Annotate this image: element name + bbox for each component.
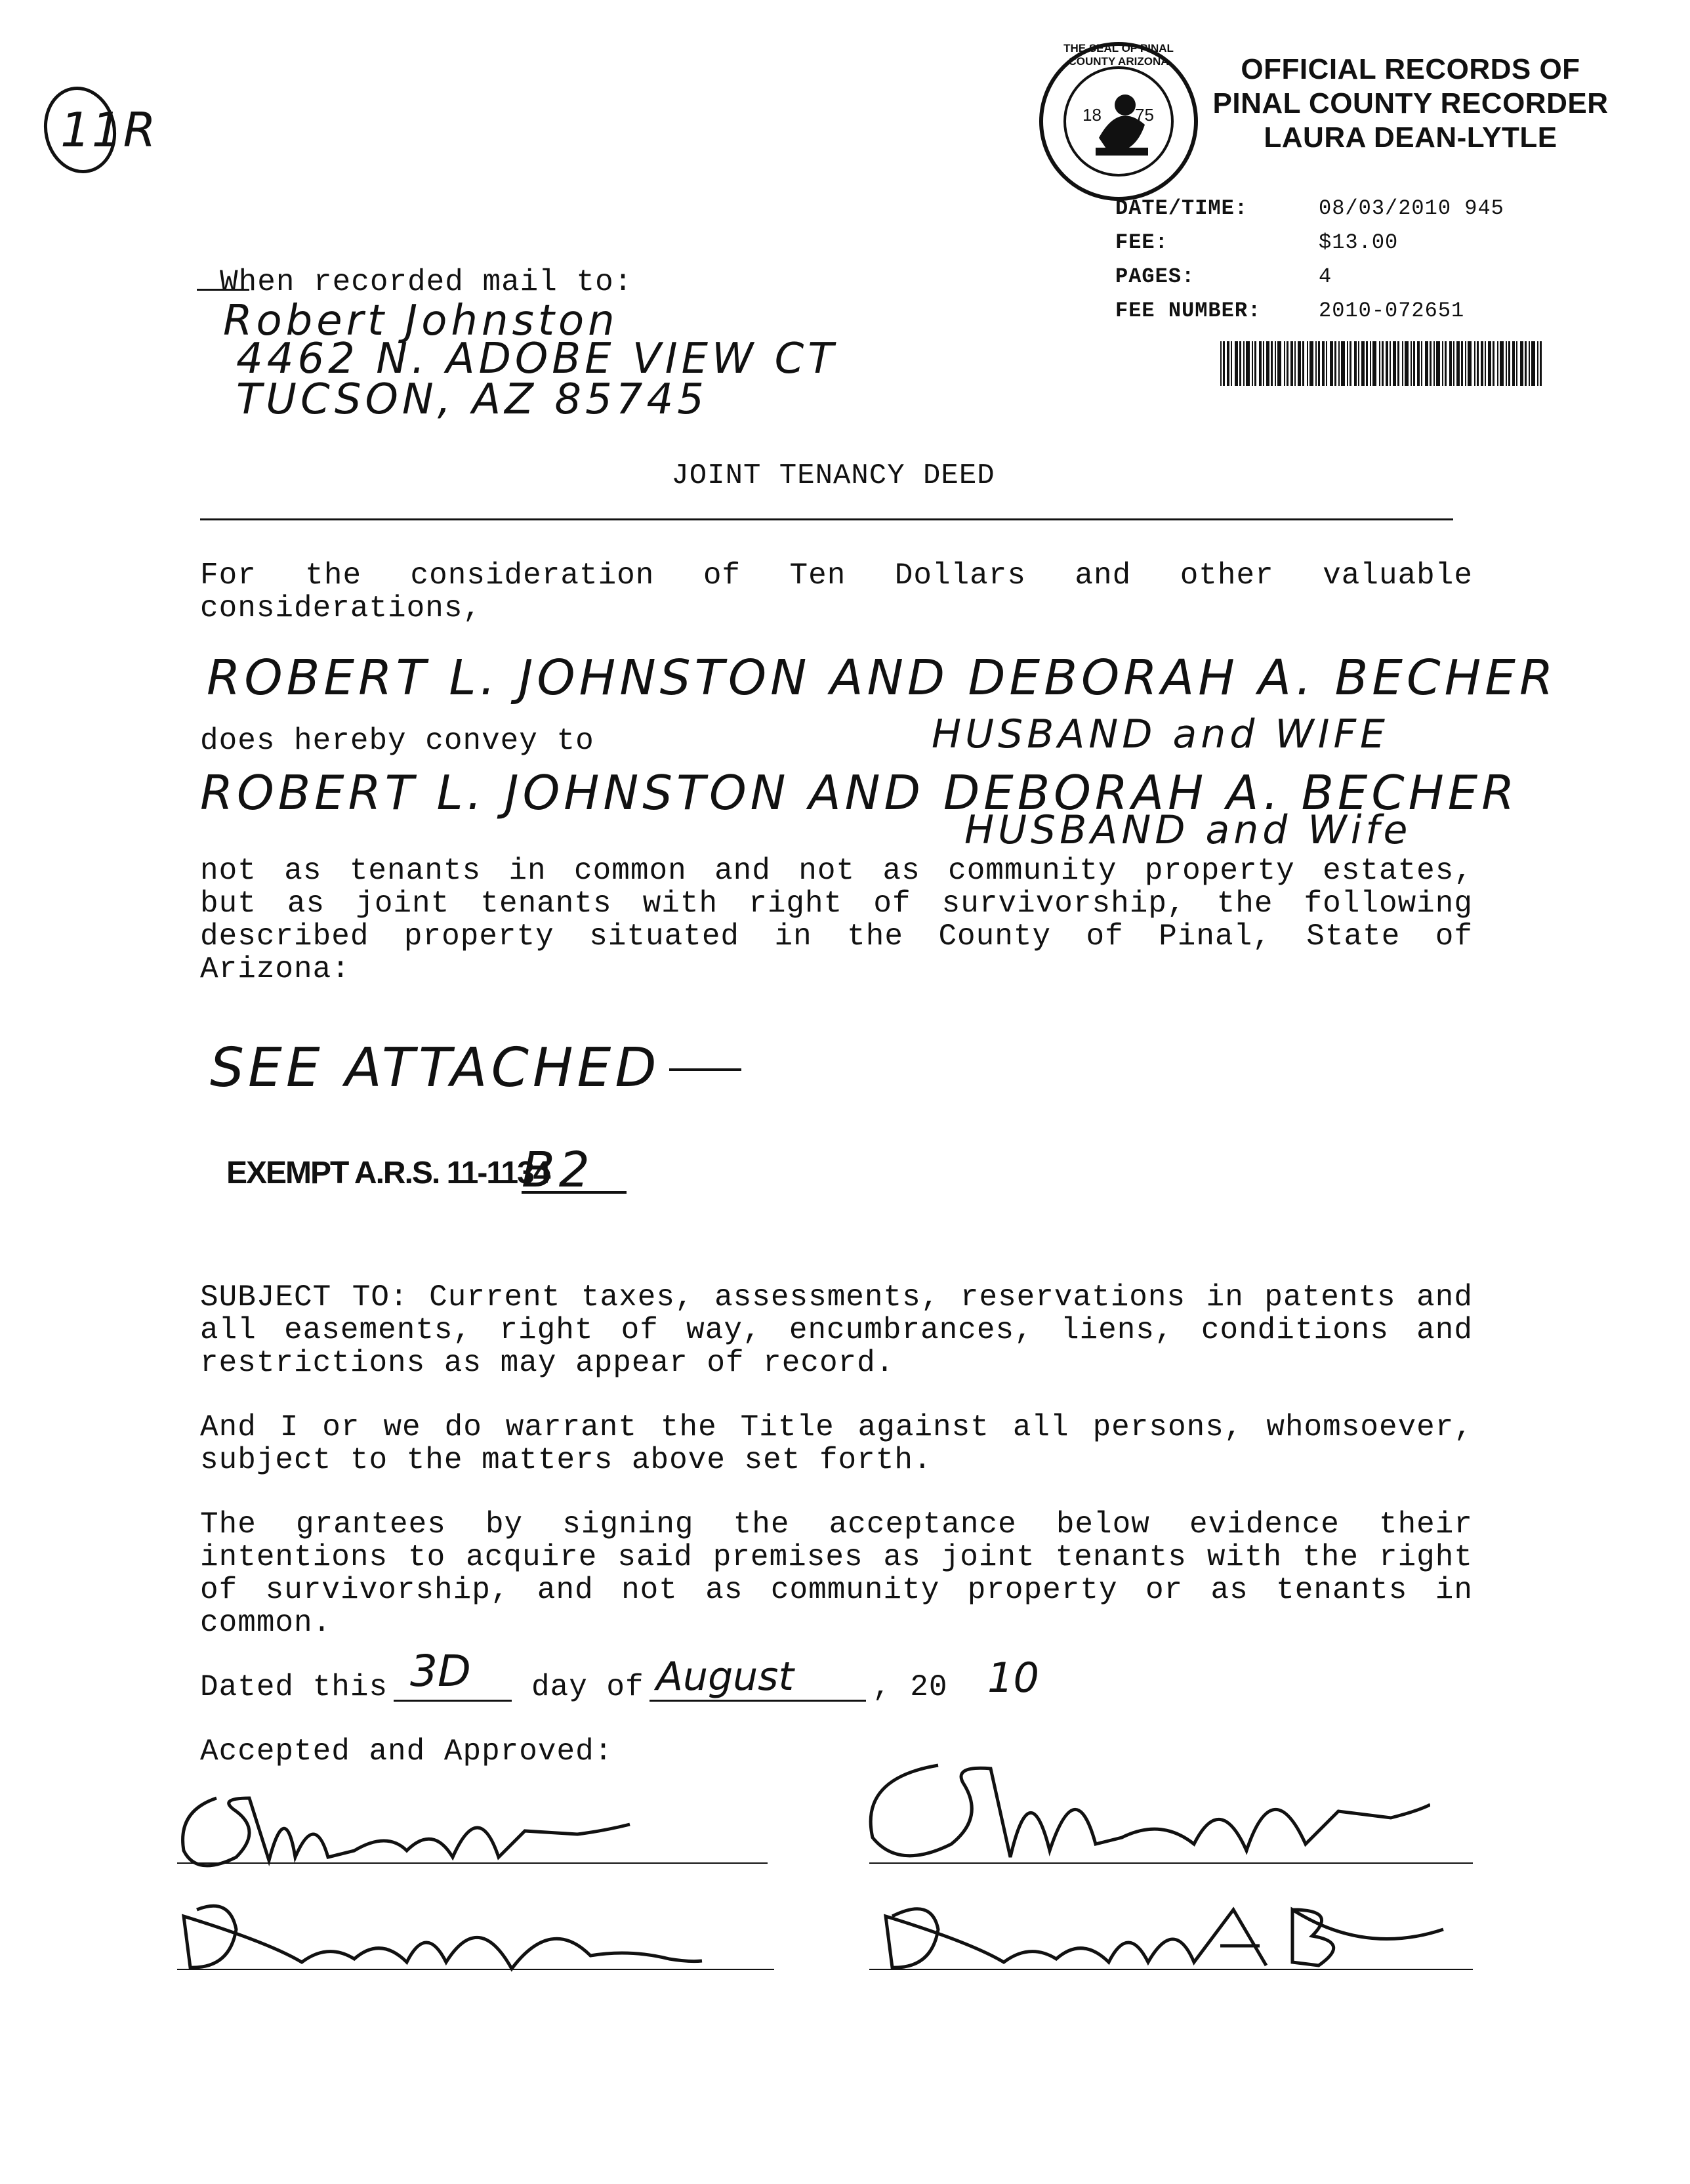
exempt-underline (522, 1191, 627, 1194)
seal-year-left: 18 (1082, 105, 1102, 125)
exempt-stamp (226, 1155, 549, 1191)
recording-metadata (1115, 192, 1575, 328)
recorder-title-line1: OFFICIAL RECORDS OF (1241, 53, 1580, 85)
meta-row (1115, 294, 1575, 328)
meta-value: 2010-072651 (1319, 299, 1465, 323)
mail-to-street: 4462 N. ADOBE VIEW CT (236, 335, 838, 383)
meta-label: DATE/TIME: (1115, 196, 1248, 220)
accepted-label: Accepted and Approved: (200, 1734, 613, 1769)
warrant-paragraph: And I or we do warrant the Title against all persons, whomsoever, subject to the matters above set forth. (200, 1410, 1473, 1477)
grantor-relation: HUSBAND and WIFE (932, 711, 1389, 757)
mail-to-city: TUCSON, AZ 85745 (236, 375, 708, 424)
dated-year-prefix: , 20 (873, 1670, 948, 1704)
see-attached: SEE ATTACHED (210, 1037, 661, 1099)
margin-note-text: 11R (60, 102, 157, 158)
grantees-statement: The grantees by signing the acceptance below evidence their intentions to acquire said premises as joint tenants with the right of survivorship, and not as community property or as tenants in common. (200, 1507, 1473, 1640)
meta-value: 4 (1319, 264, 1332, 289)
margin-note (41, 79, 159, 177)
tenancy-line3: described property situated in the County of Pinal, State of (200, 919, 1473, 954)
grantor-names: ROBERT L. JOHNSTON AND DEBORAH A. BECHER (207, 650, 1557, 706)
barcode-icon (1220, 341, 1542, 386)
grantee-names: ROBERT L. JOHNSTON AND DEBORAH A. BECHER (200, 765, 1519, 820)
meta-value: 08/03/2010 945 (1319, 196, 1504, 220)
county-seal (1037, 39, 1201, 203)
recorder-header (1201, 52, 1620, 155)
day-underline (394, 1700, 512, 1702)
meta-label: FEE: (1115, 230, 1168, 255)
seal-year-right: 75 (1135, 105, 1154, 125)
exempt-label: EXEMPT A.R.S. 11-1134 (226, 1156, 550, 1190)
meta-value: $13.00 (1319, 230, 1399, 255)
meta-row (1115, 192, 1575, 226)
dated-mid: day of (531, 1670, 644, 1704)
tenancy-line1: not as tenants in common and not as community property estates, (200, 854, 1473, 888)
consideration-line1: For the consideration of Ten Dollars and other valuable (200, 558, 1473, 593)
grantee-relation: HUSBAND and Wife (964, 807, 1412, 853)
meta-row (1115, 260, 1575, 294)
tenancy-line4: Arizona: (200, 952, 350, 986)
consideration-line2: considerations, (200, 591, 482, 625)
signature-deborah-left (171, 1890, 709, 1988)
convey-text: does hereby convey to (200, 724, 594, 758)
recorder-title-line3: LAURA DEAN-LYTLE (1264, 121, 1557, 154)
mail-to-name: Robert Johnston (223, 297, 619, 345)
meta-label: PAGES: (1115, 264, 1195, 289)
dated-month: August (656, 1654, 794, 1700)
dated-day: 3D (410, 1646, 471, 1696)
meta-label: FEE NUMBER: (1115, 299, 1262, 323)
barcode (1220, 341, 1542, 386)
signature-deborah-right (866, 1890, 1456, 1988)
deed-title: JOINT TENANCY DEED (671, 459, 995, 492)
title-rule (200, 518, 1453, 520)
month-underline (649, 1700, 866, 1702)
seal-ring-text: THE SEAL OF PINAL COUNTY ARIZONA (1063, 42, 1174, 68)
tenancy-line2: but as joint tenants with right of survivorship, the following (200, 887, 1473, 921)
signature-robert-left (171, 1772, 643, 1883)
signature-robert-right (853, 1746, 1430, 1877)
recorder-title-line2: PINAL COUNTY RECORDER (1212, 87, 1609, 119)
meta-row (1115, 226, 1575, 260)
dated-prefix: Dated this (200, 1670, 388, 1704)
exempt-code: B2 (522, 1142, 594, 1198)
subject-to-paragraph: SUBJECT TO: Current taxes, assessments, reservations in patents and all easements, right of way, encumbrances, liens, conditions and restrictions as may appear of record. (200, 1280, 1473, 1380)
dated-year-suffix: 10 (987, 1654, 1039, 1702)
see-attached-dash (669, 1068, 741, 1071)
mail-to-label: When recorded mail to: (220, 265, 633, 299)
mail-to-underline (197, 289, 249, 291)
